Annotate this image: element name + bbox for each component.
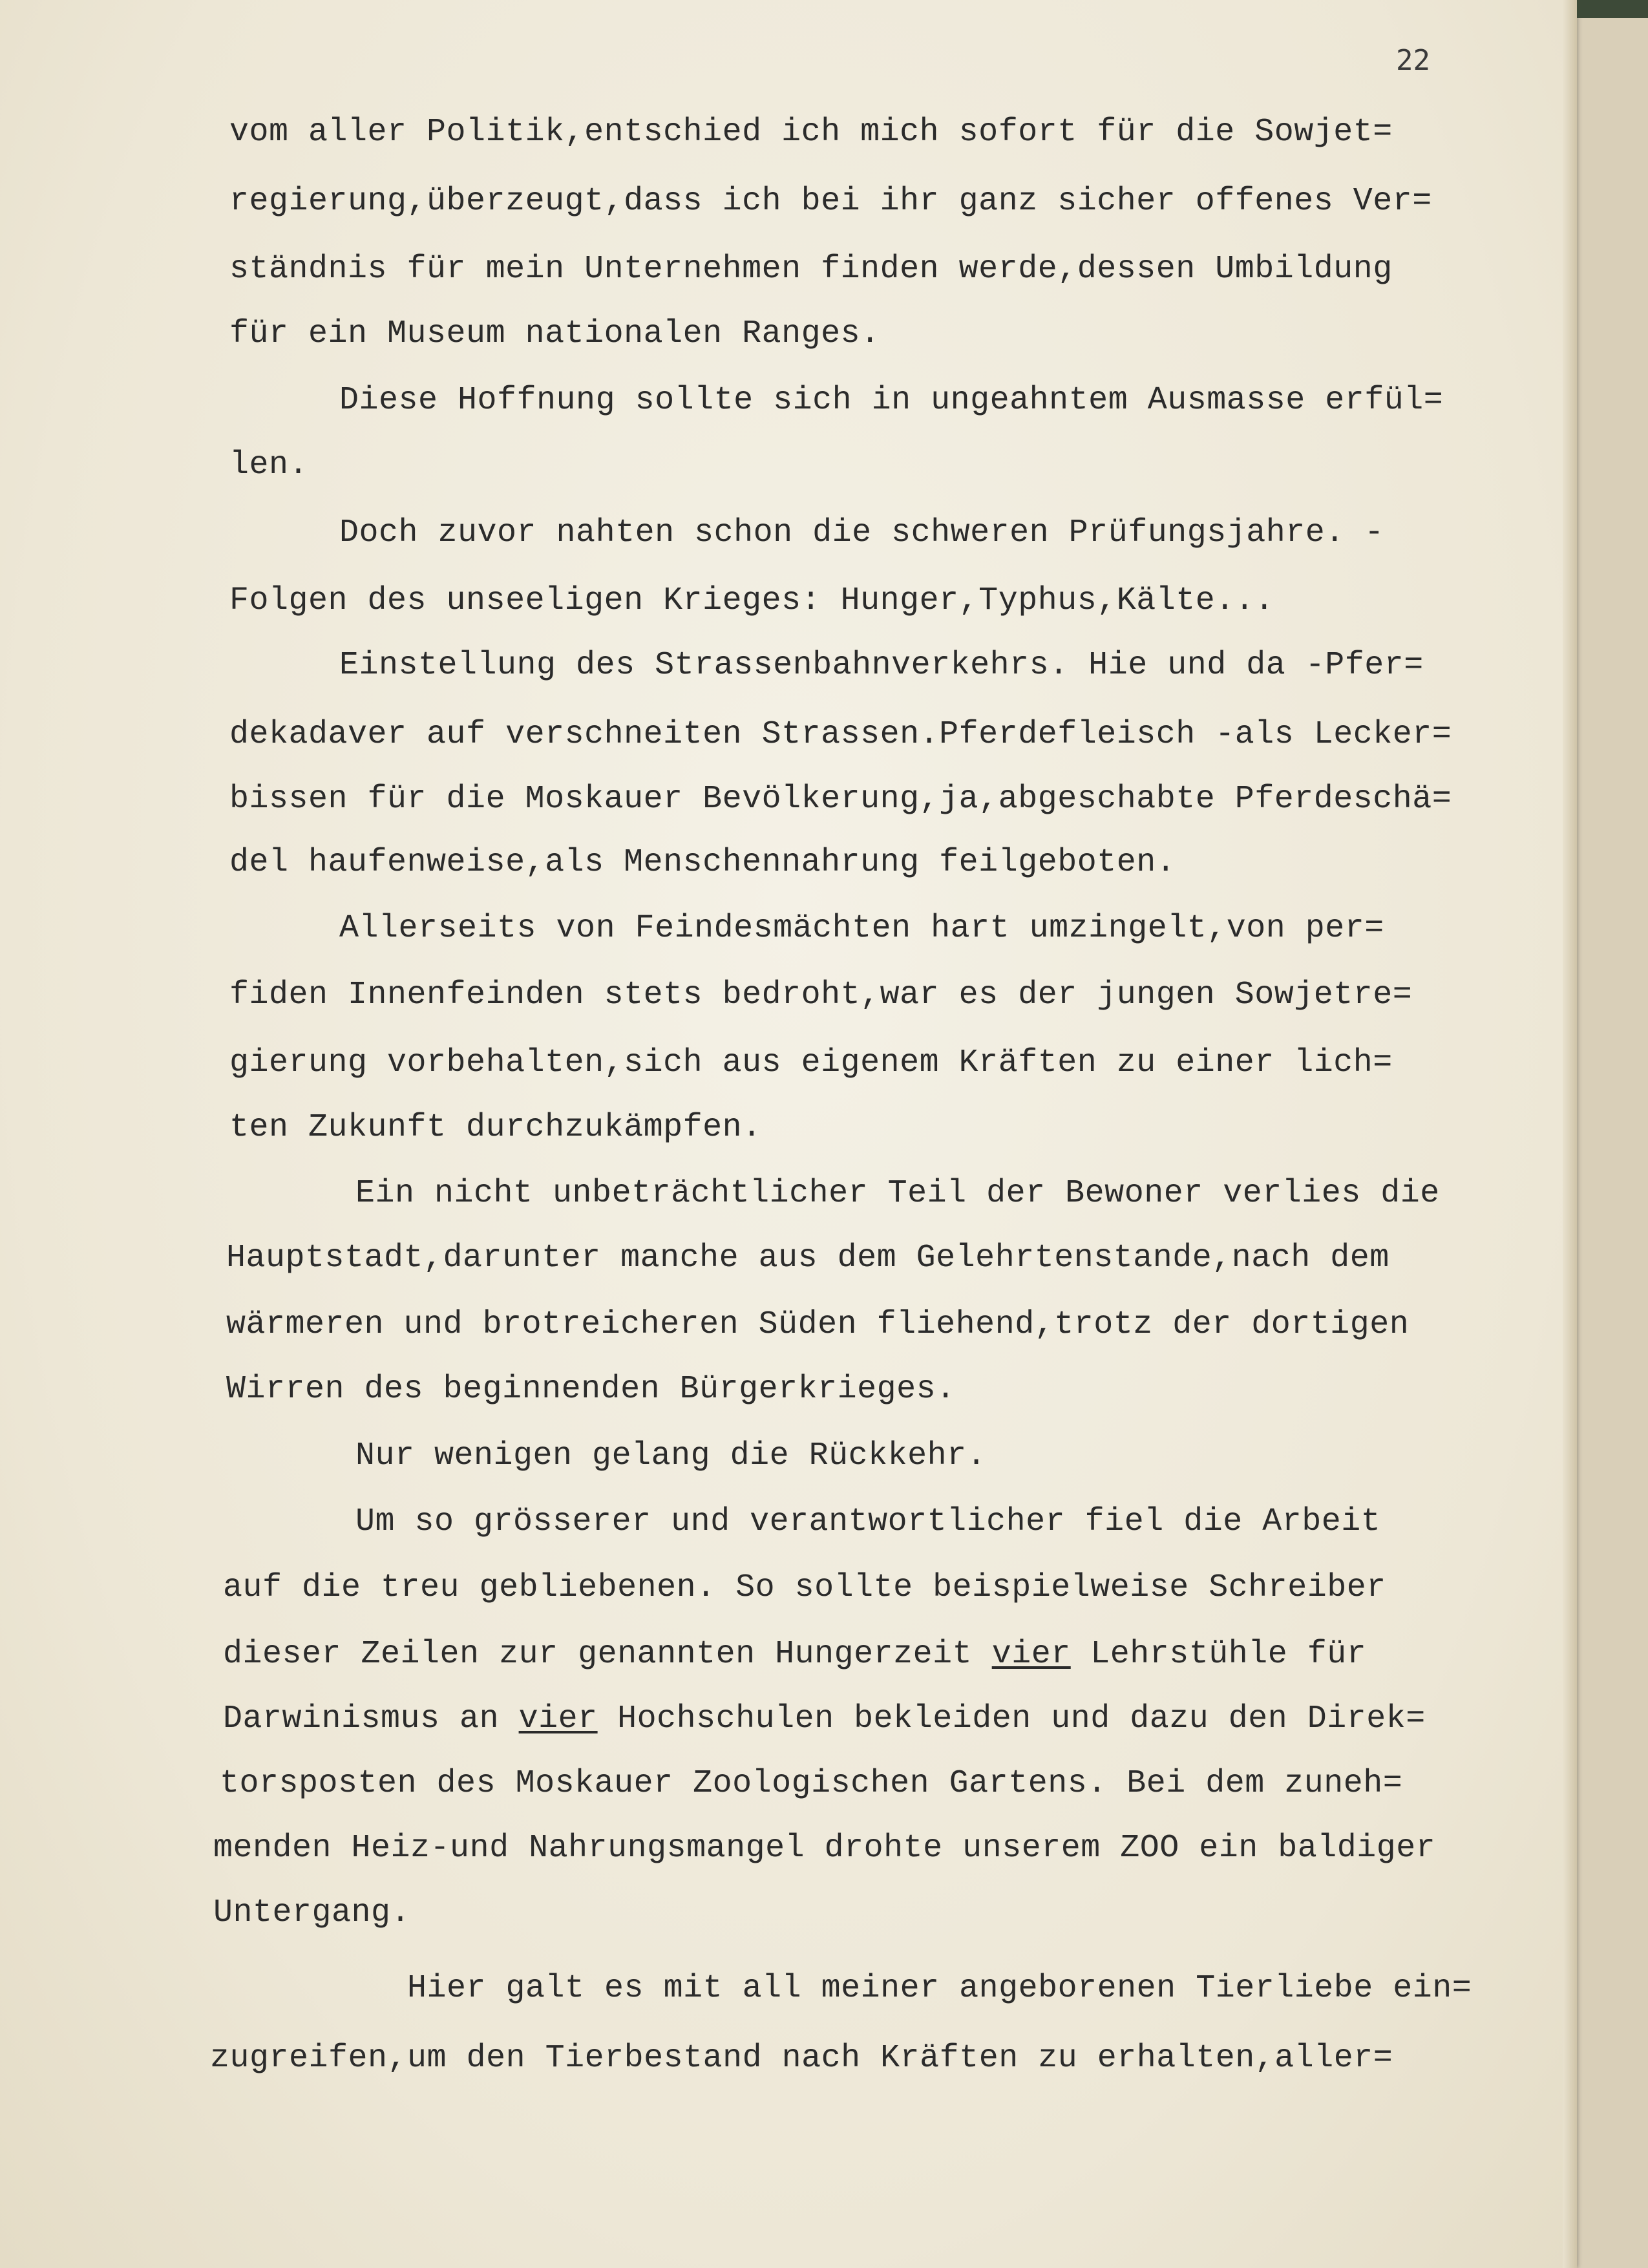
text-line: menden Heiz-und Nahrungsmangel drohte unserem ZOO ein baldiger — [213, 1830, 1436, 1867]
page-edge — [1563, 0, 1577, 2268]
text-line: Um so grösserer und verantwortlicher fiel die Arbeit — [355, 1503, 1381, 1540]
underlined-word: vier — [991, 1636, 1071, 1673]
text-line: del haufenweise,als Menschennahrung feilgeboten. — [229, 844, 1176, 881]
text-line: Folgen des unseeligen Krieges: Hunger,Typhus,Kälte... — [229, 582, 1274, 619]
text-line: Hauptstadt,darunter manche aus dem Gelehrtenstande,nach dem — [226, 1240, 1389, 1277]
text-line: gierung vorbehalten,sich aus eigenem Kräften zu einer lich= — [229, 1044, 1393, 1081]
text-segment: Hochschulen bekleiden und dazu den Direk= — [597, 1701, 1426, 1737]
text-line: Diese Hoffnung sollte sich in ungeahntem Ausmasse erfül= — [339, 382, 1444, 419]
text-line: wärmeren und brotreicheren Süden fliehend,trotz der dortigen — [226, 1306, 1410, 1343]
text-line: len. — [229, 447, 309, 483]
page-number: 22 — [1396, 44, 1430, 77]
text-line: vom aller Politik,entschied ich mich sofort für die Sowjet= — [229, 114, 1393, 151]
text-line: Doch zuvor nahten schon die schweren Prüfungsjahre. - — [339, 514, 1384, 551]
text-line: ständnis für mein Unternehmen finden werde,dessen Umbildung — [229, 251, 1393, 288]
text-line: Einstellung des Strassenbahnverkehrs. Hie und da -Pfer= — [339, 647, 1424, 684]
text-segment: Darwinismus an — [223, 1701, 519, 1737]
text-line: auf die treu gebliebenen. So sollte beispielweise Schreiber — [223, 1569, 1386, 1606]
text-line: zugreifen,um den Tierbestand nach Kräften zu erhalten,aller= — [210, 2040, 1393, 2077]
text-line: Wirren des beginnenden Bürgerkrieges. — [226, 1371, 956, 1408]
underlined-word: vier — [518, 1701, 598, 1737]
text-line: torsposten des Moskauer Zoologischen Gartens. Bei dem zuneh= — [220, 1765, 1403, 1802]
text-line: Ein nicht unbeträchtlicher Teil der Bewoner verlies die — [355, 1175, 1440, 1212]
text-line: dekadaver auf verschneiten Strassen.Pferdefleisch -als Lecker= — [229, 716, 1452, 753]
text-line: Nur wenigen gelang die Rückkehr. — [355, 1437, 987, 1474]
background-corner — [1577, 0, 1648, 18]
text-line: ten Zukunft durchzukämpfen. — [229, 1109, 762, 1146]
text-line: Allerseits von Feindesmächten hart umzingelt,von per= — [339, 910, 1384, 947]
text-line: regierung,überzeugt,dass ich bei ihr ganz sicher offenes Ver= — [229, 183, 1432, 220]
text-segment: dieser Zeilen zur genannten Hungerzeit — [223, 1636, 992, 1673]
text-line — [223, 1703, 1426, 1735]
text-line: bissen für die Moskauer Bevölkerung,ja,abgeschabte Pferdeschä= — [229, 781, 1452, 818]
text-line: fiden Innenfeinden stets bedroht,war es der jungen Sowjetre= — [229, 977, 1413, 1013]
text-line: für ein Museum nationalen Ranges. — [229, 315, 880, 352]
text-line: Hier galt es mit all meiner angeborenen Tierliebe ein= — [407, 1970, 1472, 2007]
text-segment: Lehrstühle für — [1070, 1636, 1367, 1673]
text-line: Untergang. — [213, 1894, 411, 1931]
text-line — [223, 1638, 1366, 1671]
